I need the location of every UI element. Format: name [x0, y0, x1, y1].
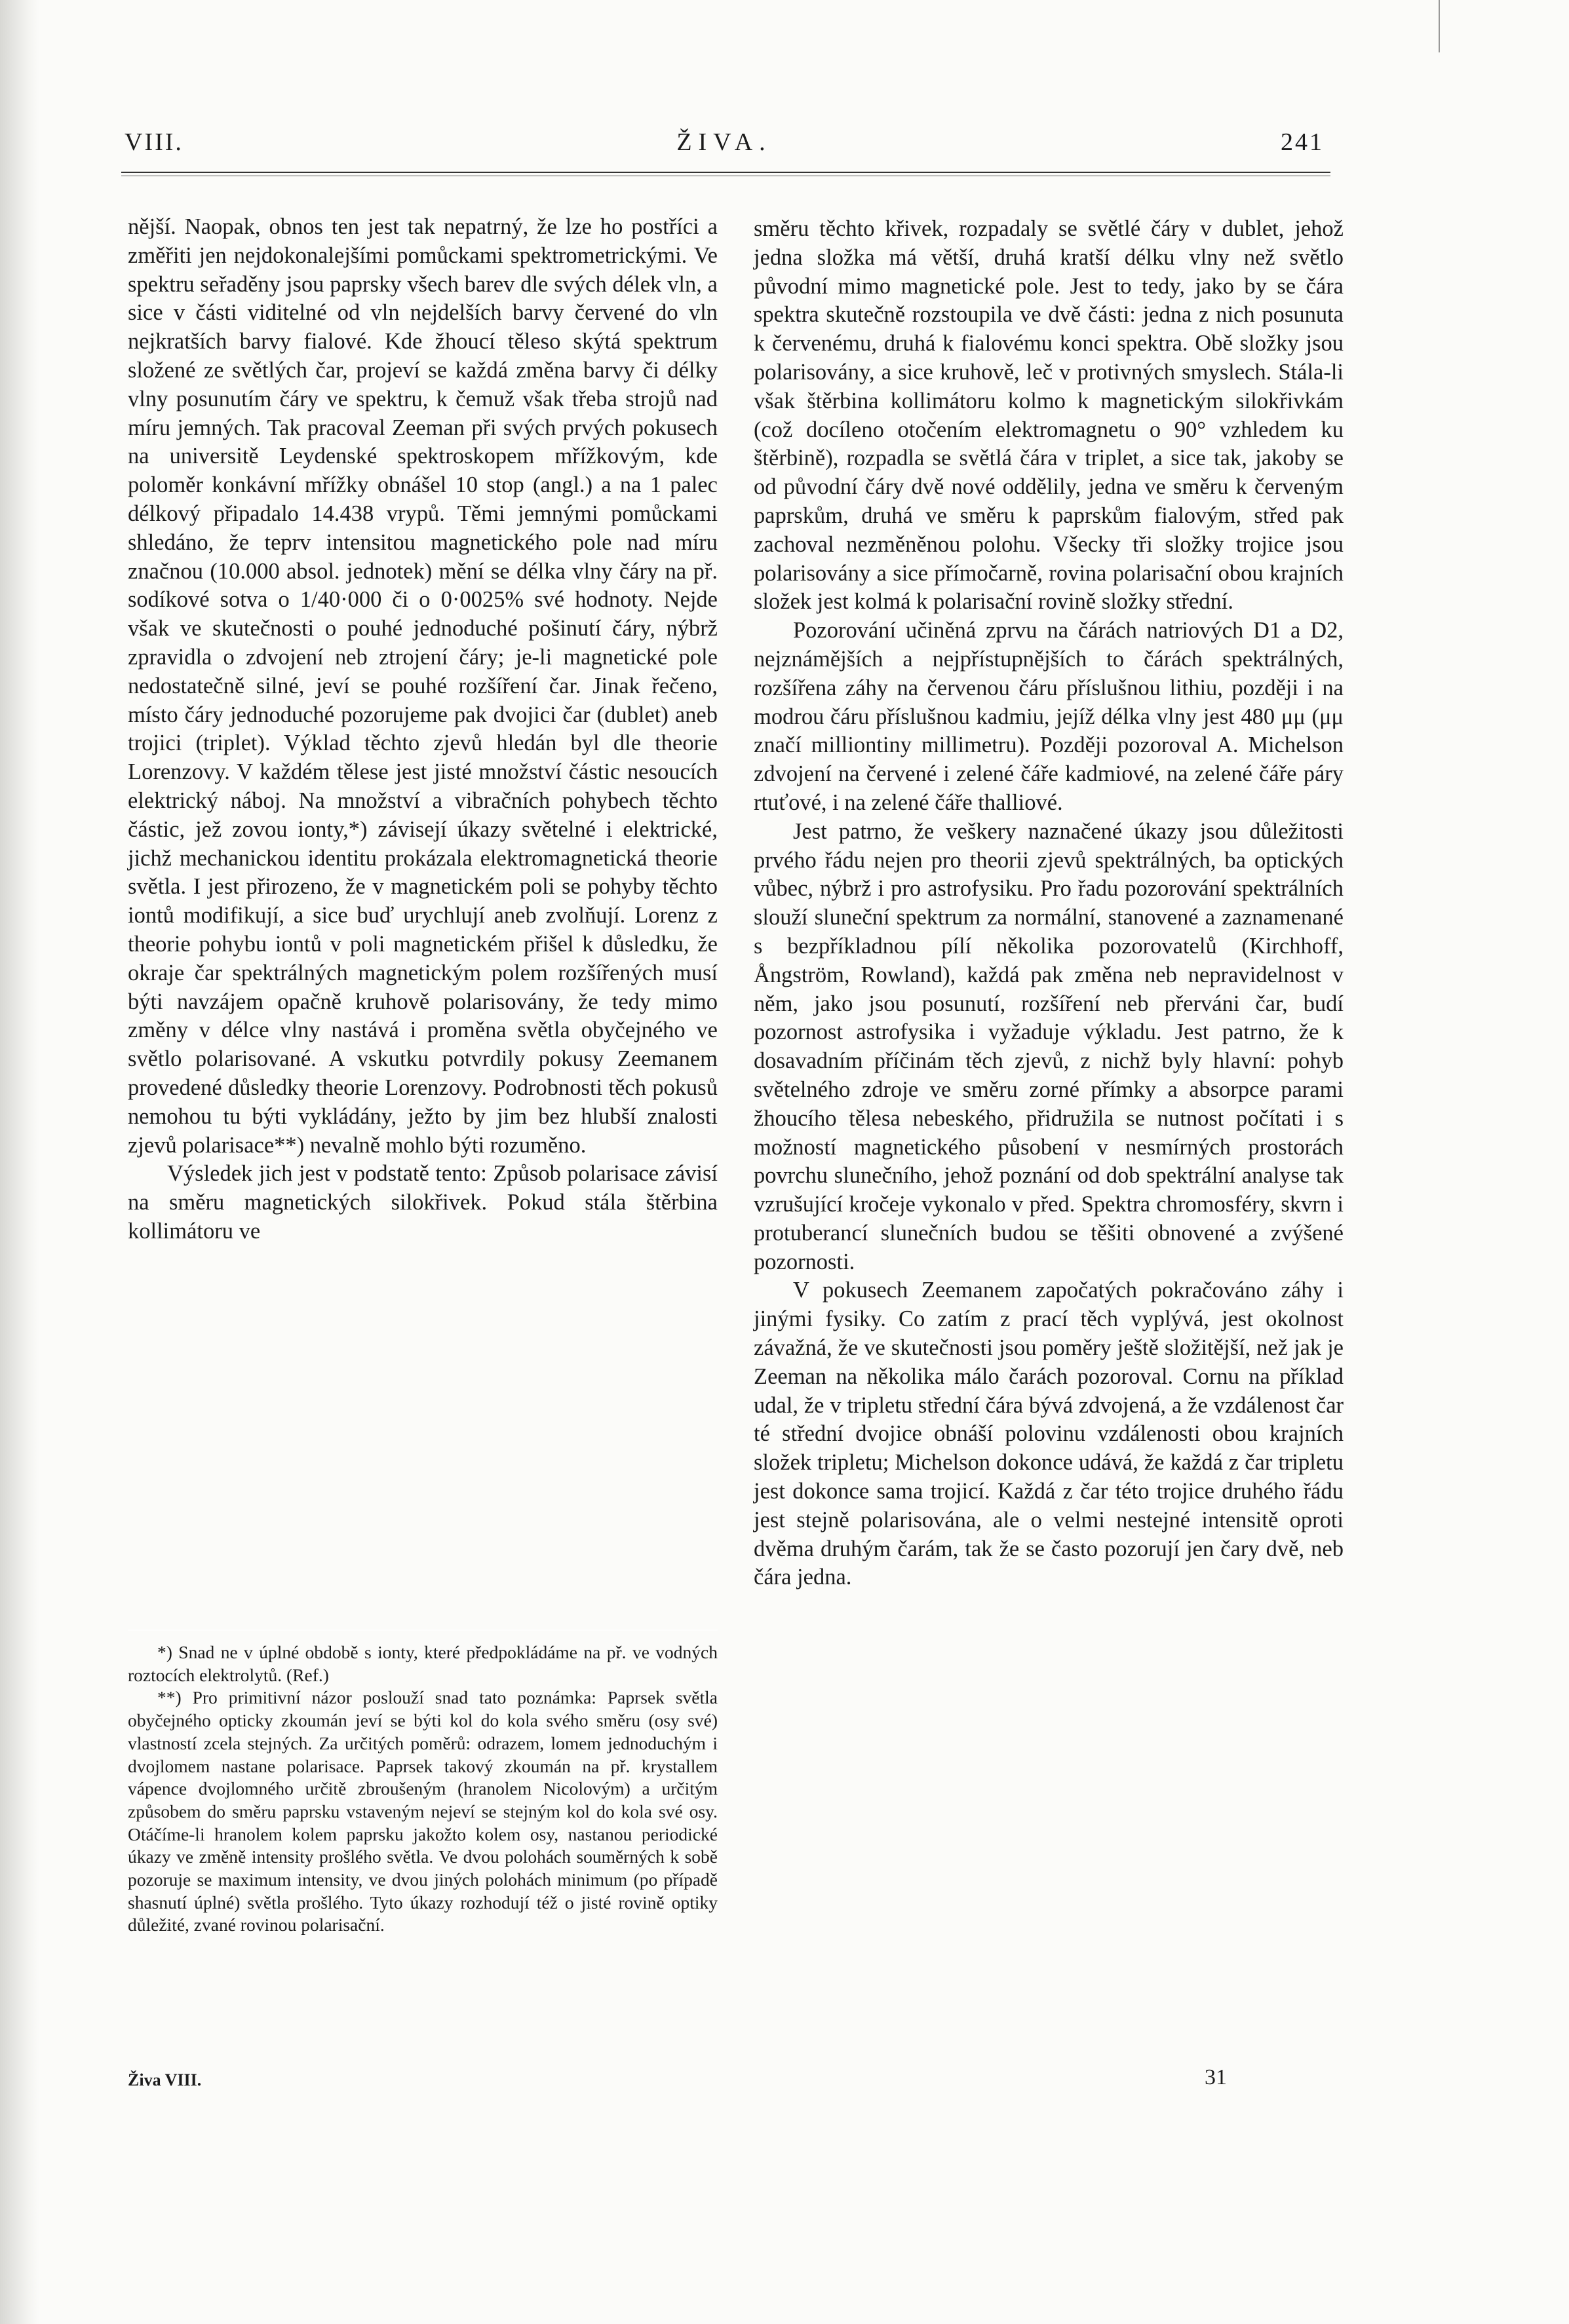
header-rule — [121, 172, 1330, 176]
running-header — [125, 128, 1324, 167]
right-column — [754, 215, 1344, 1592]
footnote-1: *) Snad ne v úplné obdobě s ionty, které předpokládáme na př. ve vodných roztocích elektrolytů. (Ref.) — [128, 1642, 718, 1685]
footnote-2: **) Pro primitivní názor poslouží snad tato poznámka: Paprsek světla obyčejného opticky zkoumán jeví se býti kol do kola svého směru (osy své) vlastností zcela stejných. Za určitých poměrů: odrazem, lomem jednoduchým i dvojlomem nastane polarisace. Paprsek takový zkoumán na př. krystallem vápence dvojlomného určitě zbroušeným (hranolem Nicolovým) a určitým způsobem do směru paprsku vstaveným nejeví se stejným kol do kola své osy. Otáčíme-li hranolem kolem paprsku jakožto kolem osy, nastanou periodické úkazy ve změně intensity prošlého světla. Ve dvou polohách souměrných k sobě pozoruje se maximum intensity, ve dvou jiných polohách minimum (po případě shasnutí úplné) světla prošlého. Tyto úkazy rozhodují též o jisté rovině optiky důležité, zvané rovinou polarisační. — [128, 1687, 718, 1935]
signature-mark: Živa VIII. — [128, 2070, 202, 2089]
left-paragraph-1: nější. Naopak, obnos ten jest tak nepatrný, že lze ho postříci a změřiti jen nejdokonalejšími pomůckami spektrometrickými. Ve spektru seřaděny jsou paprsky všech barev dle svých délek vln, a sice v části viditelné od vln nejdelších barvy červené do vln nejkratších barvy fialové. Kde žhoucí těleso skýtá spektrum složené ze světlých čar, projeví se každá změna barvy či délky vlny posunutím čáry ve spektru, k čemuž však třeba strojů nad míru jemných. Tak pracoval Zeeman při svých prvých pokusech na universitě Leydenské spektroskopem mřížkovým, kde poloměr konkávní mřížky obnášel 10 stop (angl.) a na 1 palec délkový připadalo 14.438 vrypů. Těmi jemnými pomůckami shledáno, že teprv intensitou magnetického pole nad míru značnou (10.000 absol. jednotek) mění se délka vlny čáry na př. sodíkové sotva o 1/40·000 či o 0·0025% své hodnoty. Nejde však ve skutečnosti o pouhé jednoduché pošinutí čáry, nýbrž zpravidla o zdvojení neb ztrojení čáry; je-li magnetické pole nedostatečně silné, jeví se pouhé rozšíření čar. Jinak řečeno, místo čáry jednoduché pozorujeme pak dvojici čar (dublet) aneb trojici (triplet). Výklad těchto zjevů hledán byl dle theorie Lorenzovy. V každém tělese jest jisté množství částic nesoucích elektrický náboj. Na množství a vibračních pohybech těchto částic, jež zovou ionty,*) závisejí úkazy světelné i elektrické, jichž mechanickou identitu prokázala elektromagnetická theorie světla. I jest přirozeno, že v magnetickém poli se pohyby těchto iontů modifikují, a sice buď urychlují aneb zvolňují. Lorenz z theorie pohybu iontů v poli magnetickém přišel k důsledku, že okraje čar spektrálných magnetickým polem rozšířených musí býti navzájem opačně kruhově polarisovány, že tedy mimo změny v délce vlny nastává i proměna světla obyčejného ve světlo polarisované. A vskutku potvrdily pokusy Zeemanem provedené důsledky theorie Lorenzovy. Podrobnosti těch pokusů nemohou tu býti vykládány, ježto by jim bez hlubší znalosti zjevů polarisace**) nevalně mohlo býti rozuměno. — [128, 214, 718, 1158]
right-paragraph-1: směru těchto křivek, rozpadaly se světlé čáry v dublet, jehož jedna složka má větší, druhá kratší délku vlny než světlo původní mimo magnetické pole. Jest to tedy, jako by se čára spektra skutečně rozstoupila ve dvě části: jedna z nich posunuta k červenému, druhá k fialovému konci spektra. Obě složky jsou polarisovány, a sice kruhově, leč v protivných smyslech. Stála-li však štěrbina kollimátoru kolmo k magnetickým silokřivkám (což docíleno otočením elektromagnetu o 90° vzhledem ku štěrbině), rozpadla se světlá čára v triplet, a sice tak, jakoby se od původní čáry dvě nové oddělily, jedna ve směru k červeným paprskům, druhá ve směru k paprskům fialovým, střed pak zachoval nezměněnou polohu. Všecky tři složky trojice jsou polarisovány a sice přímočarně, rovina polarisační obou krajních složek jest kolmá k polarisační rovině složky střední. — [754, 216, 1344, 615]
scan-edge-shadow — [0, 0, 39, 2324]
page-fold-mark — [1439, 0, 1479, 52]
journal-title: ŽIVA. — [676, 128, 772, 156]
right-paragraph-2: Pozorování učiněná zprvu na čárách natriových D1 a D2, nejznámějších a nejpřístupnějších to čárách spektrálných, rozšířena záhy na červenou čáru příslušnou lithiu, později i na modrou čáru příslušnou kadmiu, jejíž délka vlny jest 480 μμ (μμ značí milliontiny millimetru). Později pozoroval A. Michelson zdvojení na červené i zelené čáře kadmiové, na zelené čáře páry rtuťové, i na zelené čáře thalliové. — [754, 618, 1344, 815]
left-paragraph-2: Výsledek jich jest v podstatě tento: Způsob polarisace závisí na směru magnetických silokřivek. Pokud stála štěrbina kollimátoru ve — [128, 1161, 718, 1244]
left-column — [128, 213, 718, 1246]
footnotes — [128, 1641, 718, 1937]
right-paragraph-3: Jest patrno, že veškery naznačené úkazy jsou důležitosti prvého řádu nejen pro theorii zjevů spektrálných, ba optických vůbec, nýbrž i pro astrofysiku. Pro řadu pozorování spektrálních slouží sluneční spektrum za normální, stanovené a zaznamenané s bezpříkladnou pílí několika pozorovatelů (Kirchhoff, Ångström, Rowland), každá pak změna neb nepravidelnost v něm, jako jsou posunutí, rozšíření neb přerváni čar, budí pozornost astrofysika i vyžaduje výkladu. Jest patrno, že k dosavadním příčinám těch zjevů, z nichž byly hlavní: pohyb světelného zdroje ve směru zorné přímky a absorpce parami žhoucího tělesa nebeského, přidružila se nutnost počítati i s možností magnetického působení v nesmírných prostorách povrchu slunečního, jehož poznání od dob spektrální analyse tak vzrušující kročeje vykonalo v před. Spektra chromosféry, skvrn i protuberancí slunečních budou se těšiti obnovené a zvýšené pozornosti. — [754, 818, 1344, 1274]
page-number: 241 — [1281, 128, 1324, 156]
right-paragraph-4: V pokusech Zeemanem započatých pokračováno záhy i jinými fysiky. Co zatím z prací těch vyplývá, jest okolnost závažná, že ve skutečnosti jsou poměry ještě složitější, než jak je Zeeman na několika málo čarách pozoroval. Cornu na příklad udal, že v tripletu střední čára bývá zdvojená, a že vzdálenost čar té střední dvojice obnáší polovinu vzdálenosti obou krajních složek tripletu; Michelson dokonce udává, že každá z čar tripletu jest dokonce sama trojicí. Každá z čar této trojice druhého řádu jest stejně polarisována, ale o velmi nestejné intensitě oproti dvěma druhým čarám, tak že se často pozorují jen čary dvě, neb čára jedna. — [754, 1278, 1344, 1590]
volume-label: VIII. — [125, 128, 184, 156]
footnotes-rule — [128, 1629, 718, 1631]
sheet-number: 31 — [1205, 2065, 1227, 2089]
